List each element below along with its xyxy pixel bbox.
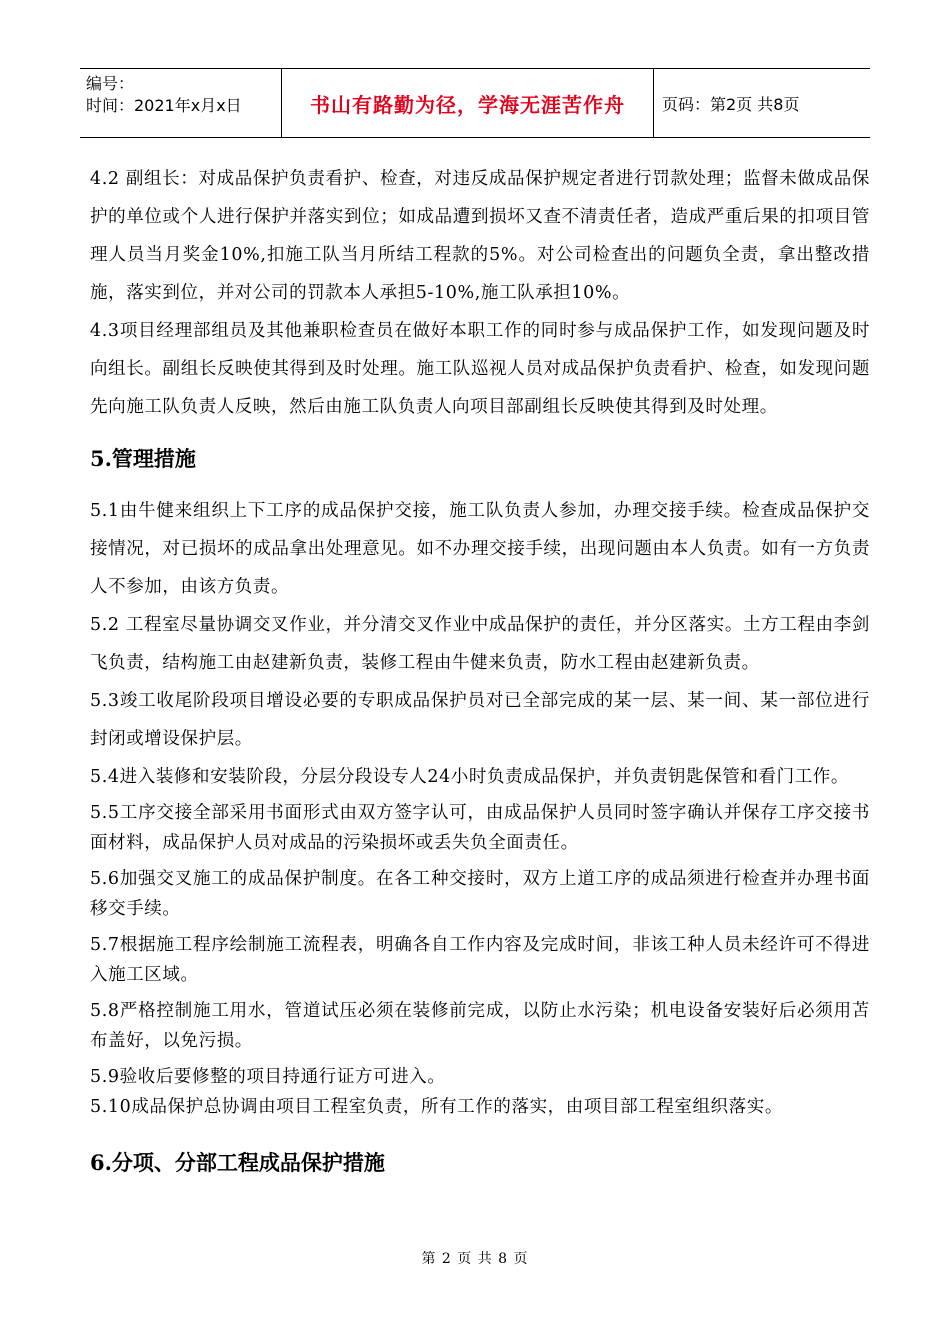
paragraph-5-3: 5.3竣工收尾阶段项目增设必要的专职成品保护员对已全部完成的某一层、某一间、某一部位进行封闭或增设保护层。	[90, 691, 870, 749]
header-motto: 书山有路勤为径，学海无涯苦作舟	[282, 69, 654, 137]
document-date-label: 时间：2021年x月x日	[86, 96, 242, 115]
header-page-number: 页码：第2页 共8页	[662, 94, 800, 114]
section-heading-6: 6.分项、分部工程成品保护措施	[90, 1150, 385, 1175]
paragraph-5-7: 5.7根据施工程序绘制施工流程表，明确各自工作内容及完成时间，非该工种人员未经许可不得进入施工区域。	[90, 935, 870, 985]
section-heading-5: 5.管理措施	[90, 446, 196, 471]
page-footer: 第 2 页 共 8 页	[421, 1251, 529, 1267]
paragraph-4-2: 4.2 副组长：对成品保护负责看护、检查，对违反成品保护规定者进行罚款处理；监督未做成品保护的单位或个人进行保护并落实到位；如成品遭到损坏又查不清责任者，造成严重后果的扣项目管理人员当月奖金10%,扣施工队当月所结工程款的5%。对公司检查出的问题负全责，拿出整改措施，落实到位，并对公司的罚款本人承担5-10%,施工队承担10%。	[90, 169, 870, 303]
paragraph-5-8: 5.8严格控制施工用水，管道试压必须在装修前完成，以防止水污染；机电设备安装好后必须用苫布盖好，以免污损。	[90, 1001, 870, 1051]
header-meta	[80, 69, 282, 137]
paragraph-5-5: 5.5工序交接全部采用书面形式由双方签字认可，由成品保护人员同时签字确认并保存工序交接书面材料，成品保护人员对成品的污染损坏或丢失负全面责任。	[90, 803, 870, 853]
document-body	[90, 160, 870, 1178]
paragraph-5-9: 5.9验收后要修整的项目持通行证方可进入。	[90, 1067, 446, 1087]
paragraph-5-1: 5.1由牛健来组织上下工序的成品保护交接，施工队负责人参加，办理交接手续。检查成品保护交接情况，对已损坏的成品拿出处理意见。如不办理交接手续，出现问题由本人负责。如有一方负责人不参加，由该方负责。	[90, 501, 870, 597]
page-header	[80, 68, 870, 138]
paragraph-5-4: 5.4进入装修和安装阶段，分层分段设专人24小时负责成品保护，并负责钥匙保管和看门工作。	[90, 767, 849, 787]
paragraph-5-2: 5.2 工程室尽量协调交叉作业，并分清交叉作业中成品保护的责任，并分区落实。土方工程由李剑飞负责，结构施工由赵建新负责，装修工程由牛健来负责，防水工程由赵建新负责。	[90, 615, 870, 673]
paragraph-5-6: 5.6加强交叉施工的成品保护制度。在各工种交接时，双方上道工序的成品须进行检查并办理书面移交手续。	[90, 869, 870, 919]
paragraph-5-10: 5.10成品保护总协调由项目工程室负责，所有工作的落实，由项目部工程室组织落实。	[90, 1097, 783, 1117]
document-number-label: 编号：	[86, 74, 135, 93]
paragraph-4-3: 4.3项目经理部组员及其他兼职检查员在做好本职工作的同时参与成品保护工作，如发现问题及时向组长。副组长反映使其得到及时处理。施工队巡视人员对成品保护负责看护、检查，如发现问题先向施工队负责人反映，然后由施工队负责人向项目部副组长反映使其得到及时处理。	[90, 321, 870, 417]
